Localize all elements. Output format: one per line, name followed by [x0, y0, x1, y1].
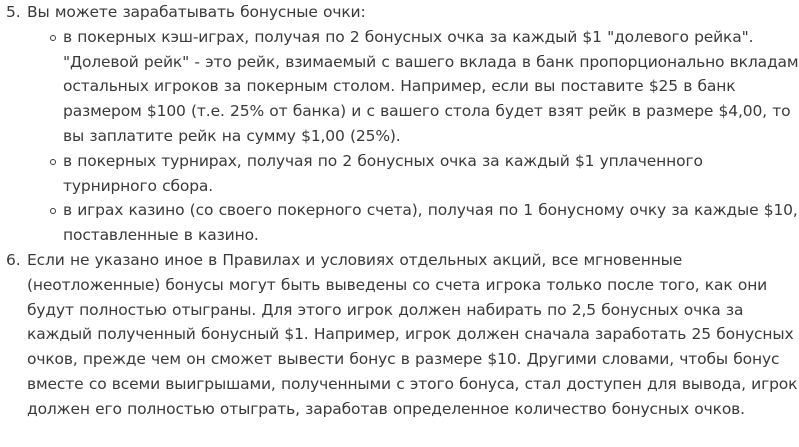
list-item: [49, 149, 799, 199]
list-item-text: в покерных кэш-играх, получая по 2 бонусных очка за каждый $1 "долевого рейка". "Долевой рейк" - это рейк, взимаемый с вашего вклада в банк пропорционально вкладам остальных игроков за покерным столом. Например, если вы поставите $25 в банк размером $100 (т.е. 25% от банка) и с вашего стола будет взят рейк в размере $4,00, то вы заплатите рейк на сумму $1,00 (25%).: [63, 27, 799, 145]
list-item: [49, 198, 799, 248]
list-item: [49, 25, 799, 149]
rule-item-5: [6, 0, 799, 248]
list-item-text: в играх казино (со своего покерного счета), получая по 1 бонусному очку за каждые $10, поставленные в казино.: [63, 201, 798, 245]
earning-methods-list: [27, 25, 799, 248]
circle-bullet-icon: [50, 35, 56, 41]
rules-list: [6, 0, 799, 422]
rule-number: 6.: [6, 250, 21, 269]
list-item-text: в покерных турнирах, получая по 2 бонусных очка за каждый $1 уплаченного турнирного сбора.: [63, 151, 703, 195]
rule-number: 5.: [6, 3, 21, 21]
circle-bullet-icon: [50, 159, 56, 165]
rule-text: Вы можете зарабатывать бонусные очки:: [27, 3, 366, 21]
rule-text: Если не указано иное в Правилах и условиях отдельных акций, все мгновенные (неотложенные) бонусы могут быть выведены со счета игрока только после того, как они будут полностью отыграны. Для этого игрок должен набирать по 2,5 бонусных очка за каждый полученный бонусный $1. Например, игрок должен сначала заработать 25 бонусных очков, прежде чем он сможет вывести бонус в размере $10. Другими словами, чтобы бонус вместе со всеми выигрышами, полученными с этого бонуса, стал доступен для вывода, игрок должен его полностью отыграть, заработав определенное количество бонусных очков.: [27, 250, 798, 418]
circle-bullet-icon: [50, 208, 56, 214]
rule-item-6: [6, 248, 799, 422]
